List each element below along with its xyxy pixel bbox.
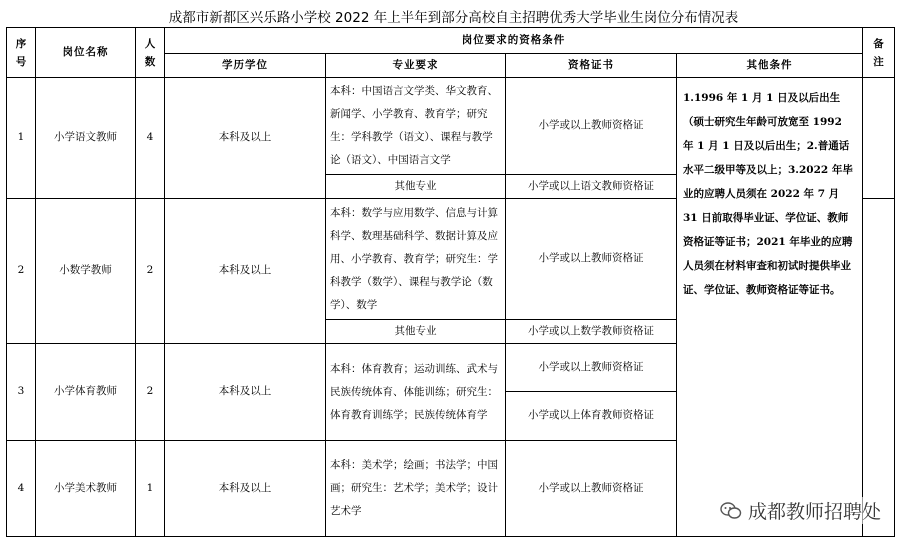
row2-count: 2 [135,198,165,344]
row2-seq: 2 [6,198,36,344]
other-conditions: 1.1996 年 1 月 1 日及以后出生（硕士研究生年龄可放宽至 1992 年 1 月 1 日及以后出生；2.普通话水平二级甲等及以上；3.2022 年毕业的应聘人员须在 2022 年 7 月 31 日前取得毕业证、学位证、教师资格证等证书；2021 年毕业的应聘人员须在材料审查和初试时提供毕业证、学位证、教师资格证等证书。 [676,77,863,537]
header-qualification-group: 岗位要求的资格条件 [164,27,863,54]
header-certificate: 资格证书 [505,53,677,78]
row2-certificate: 小学或以上教师资格证 [505,198,677,320]
position-table [6,27,895,537]
document-title: 成都市新都区兴乐路小学校 2022 年上半年到部分高校自主招聘优秀大学毕业生岗位分布情况表 [168,10,739,26]
row1-certificate-other: 小学或以上语文教师资格证 [505,174,677,199]
watermark-text: 成都教师招聘处 [747,501,881,523]
header-remark-line2: 注 [873,55,884,68]
row1-major: 本科：中国语言文学类、华文教育、新闻学、小学教育、教育学；研究生：学科教学（语文）、课程与教学论（语文）、中国语言文学 [325,77,506,175]
row2-major-other: 其他专业 [325,319,506,344]
row3-count: 2 [135,343,165,441]
row4-count: 1 [135,440,165,537]
row3-degree: 本科及以上 [164,343,326,441]
row4-position: 小学美术教师 [35,440,136,537]
row4-seq: 4 [6,440,36,537]
watermark [720,497,881,524]
header-count-line1: 人 [144,37,156,50]
row4-certificate: 小学或以上教师资格证 [505,440,677,537]
row1-remark [862,77,895,199]
header-degree: 学历学位 [164,53,326,78]
row1-count: 4 [135,77,165,199]
header-position: 岗位名称 [35,27,136,78]
header-seq-line2: 号 [15,55,27,68]
row2-certificate-other: 小学或以上数学教师资格证 [505,319,677,344]
header-count-line2: 数 [144,55,156,68]
row1-certificate: 小学或以上教师资格证 [505,77,677,175]
row1-seq: 1 [6,77,36,199]
header-remark [862,27,895,78]
header-other-conditions: 其他条件 [676,53,863,78]
row3-major: 本科：体育教育；运动训练、武术与民族传统体育、体能训练；研究生：体育教育训练学；民族传统体育学 [325,343,506,441]
row3-certificate-2: 小学或以上体育教师资格证 [505,391,677,441]
header-remark-line1: 备 [873,37,884,50]
row1-degree: 本科及以上 [164,77,326,199]
row3-position: 小学体育教师 [35,343,136,441]
header-count [135,27,165,78]
row2-degree: 本科及以上 [164,198,326,344]
row2-position: 小数学教师 [35,198,136,344]
row2-major: 本科：数学与应用数学、信息与计算科学、数理基础科学、数据计算及应用、小学教育、教育学；研究生：学科教学（数学）、课程与教学论（数学）、数学 [325,198,506,320]
row4-degree: 本科及以上 [164,440,326,537]
row1-position: 小学语文教师 [35,77,136,199]
row3-certificate: 小学或以上教师资格证 [505,343,677,392]
header-major: 专业要求 [325,53,506,78]
header-seq-line1: 序 [15,37,27,50]
row1-major-other: 其他专业 [325,174,506,199]
rows-remark [862,198,895,537]
row4-major: 本科：美术学；绘画；书法学；中国画；研究生：艺术学；美术学；设计艺术学 [325,440,506,537]
row3-seq: 3 [6,343,36,441]
wechat-icon [720,501,742,521]
header-seq [6,27,36,78]
